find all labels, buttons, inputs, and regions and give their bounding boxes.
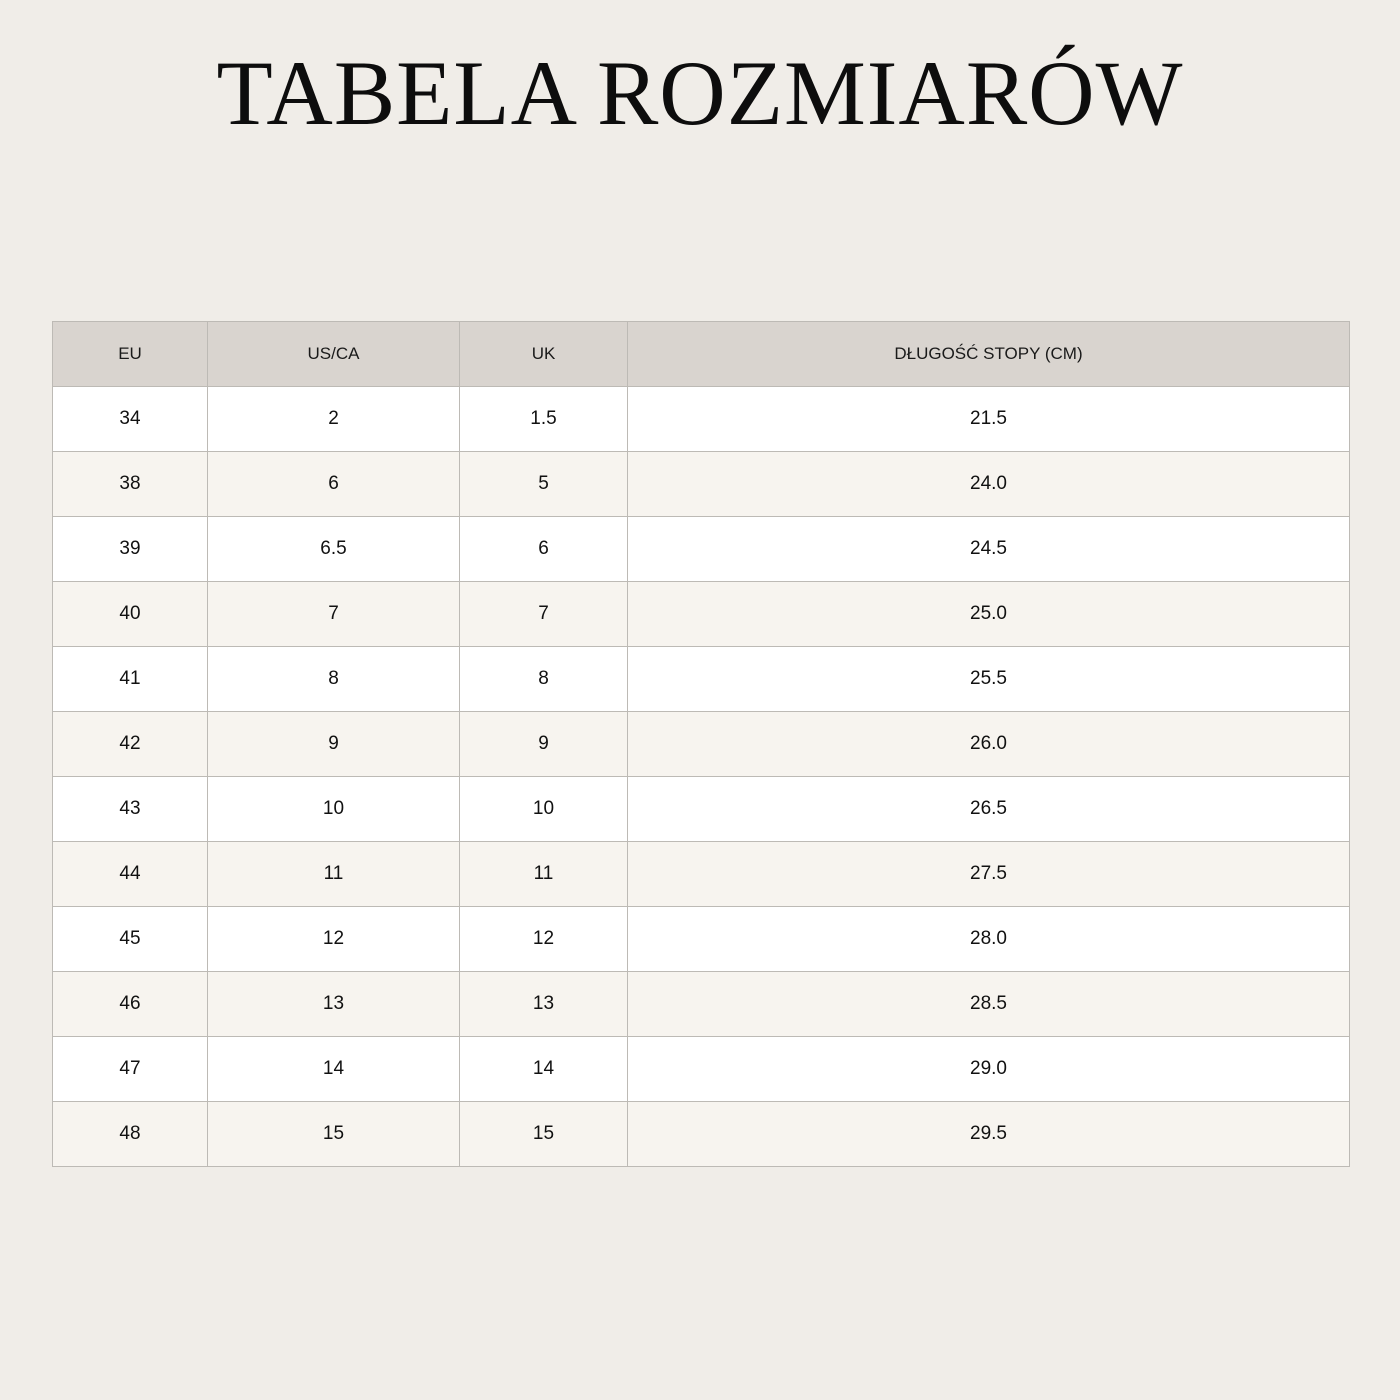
cell-foot-length: 27.5 xyxy=(628,842,1350,907)
table-row xyxy=(53,582,1350,647)
cell-uk: 6 xyxy=(460,517,628,582)
cell-us-ca: 7 xyxy=(208,582,460,647)
cell-us-ca: 8 xyxy=(208,647,460,712)
cell-uk: 9 xyxy=(460,712,628,777)
header-uk: UK xyxy=(460,322,628,387)
cell-foot-length: 26.0 xyxy=(628,712,1350,777)
table-row xyxy=(53,907,1350,972)
cell-foot-length: 24.0 xyxy=(628,452,1350,517)
cell-foot-length: 29.0 xyxy=(628,1037,1350,1102)
cell-us-ca: 12 xyxy=(208,907,460,972)
cell-foot-length: 24.5 xyxy=(628,517,1350,582)
cell-us-ca: 6 xyxy=(208,452,460,517)
cell-us-ca: 6.5 xyxy=(208,517,460,582)
cell-uk: 1.5 xyxy=(460,387,628,452)
cell-foot-length: 25.5 xyxy=(628,647,1350,712)
cell-us-ca: 10 xyxy=(208,777,460,842)
table-row xyxy=(53,1037,1350,1102)
table-row xyxy=(53,842,1350,907)
table-body xyxy=(53,387,1350,1167)
cell-us-ca: 11 xyxy=(208,842,460,907)
cell-eu: 38 xyxy=(53,452,208,517)
table-row xyxy=(53,1102,1350,1167)
cell-uk: 14 xyxy=(460,1037,628,1102)
cell-eu: 44 xyxy=(53,842,208,907)
cell-uk: 15 xyxy=(460,1102,628,1167)
cell-uk: 8 xyxy=(460,647,628,712)
cell-us-ca: 13 xyxy=(208,972,460,1037)
table-row xyxy=(53,712,1350,777)
cell-uk: 11 xyxy=(460,842,628,907)
header-eu: EU xyxy=(53,322,208,387)
table-row xyxy=(53,517,1350,582)
table-row xyxy=(53,647,1350,712)
header-foot-length: DŁUGOŚĆ STOPY (CM) xyxy=(628,322,1350,387)
header-us-ca: US/CA xyxy=(208,322,460,387)
cell-eu: 40 xyxy=(53,582,208,647)
table-row xyxy=(53,452,1350,517)
cell-eu: 47 xyxy=(53,1037,208,1102)
cell-foot-length: 26.5 xyxy=(628,777,1350,842)
cell-foot-length: 28.0 xyxy=(628,907,1350,972)
table-row xyxy=(53,387,1350,452)
size-chart-table xyxy=(52,321,1350,1167)
size-chart-table-container xyxy=(52,321,1349,1167)
cell-uk: 13 xyxy=(460,972,628,1037)
cell-us-ca: 14 xyxy=(208,1037,460,1102)
table-row xyxy=(53,972,1350,1037)
cell-uk: 10 xyxy=(460,777,628,842)
page-title: TABELA ROZMIARÓW xyxy=(216,42,1184,144)
cell-eu: 42 xyxy=(53,712,208,777)
cell-us-ca: 2 xyxy=(208,387,460,452)
cell-eu: 48 xyxy=(53,1102,208,1167)
cell-us-ca: 9 xyxy=(208,712,460,777)
cell-eu: 41 xyxy=(53,647,208,712)
cell-eu: 39 xyxy=(53,517,208,582)
table-row xyxy=(53,777,1350,842)
cell-foot-length: 21.5 xyxy=(628,387,1350,452)
cell-foot-length: 28.5 xyxy=(628,972,1350,1037)
table-header xyxy=(53,322,1350,387)
cell-uk: 5 xyxy=(460,452,628,517)
cell-uk: 7 xyxy=(460,582,628,647)
cell-eu: 45 xyxy=(53,907,208,972)
header-row xyxy=(53,322,1350,387)
cell-foot-length: 29.5 xyxy=(628,1102,1350,1167)
cell-us-ca: 15 xyxy=(208,1102,460,1167)
cell-uk: 12 xyxy=(460,907,628,972)
cell-eu: 34 xyxy=(53,387,208,452)
cell-eu: 43 xyxy=(53,777,208,842)
cell-eu: 46 xyxy=(53,972,208,1037)
cell-foot-length: 25.0 xyxy=(628,582,1350,647)
